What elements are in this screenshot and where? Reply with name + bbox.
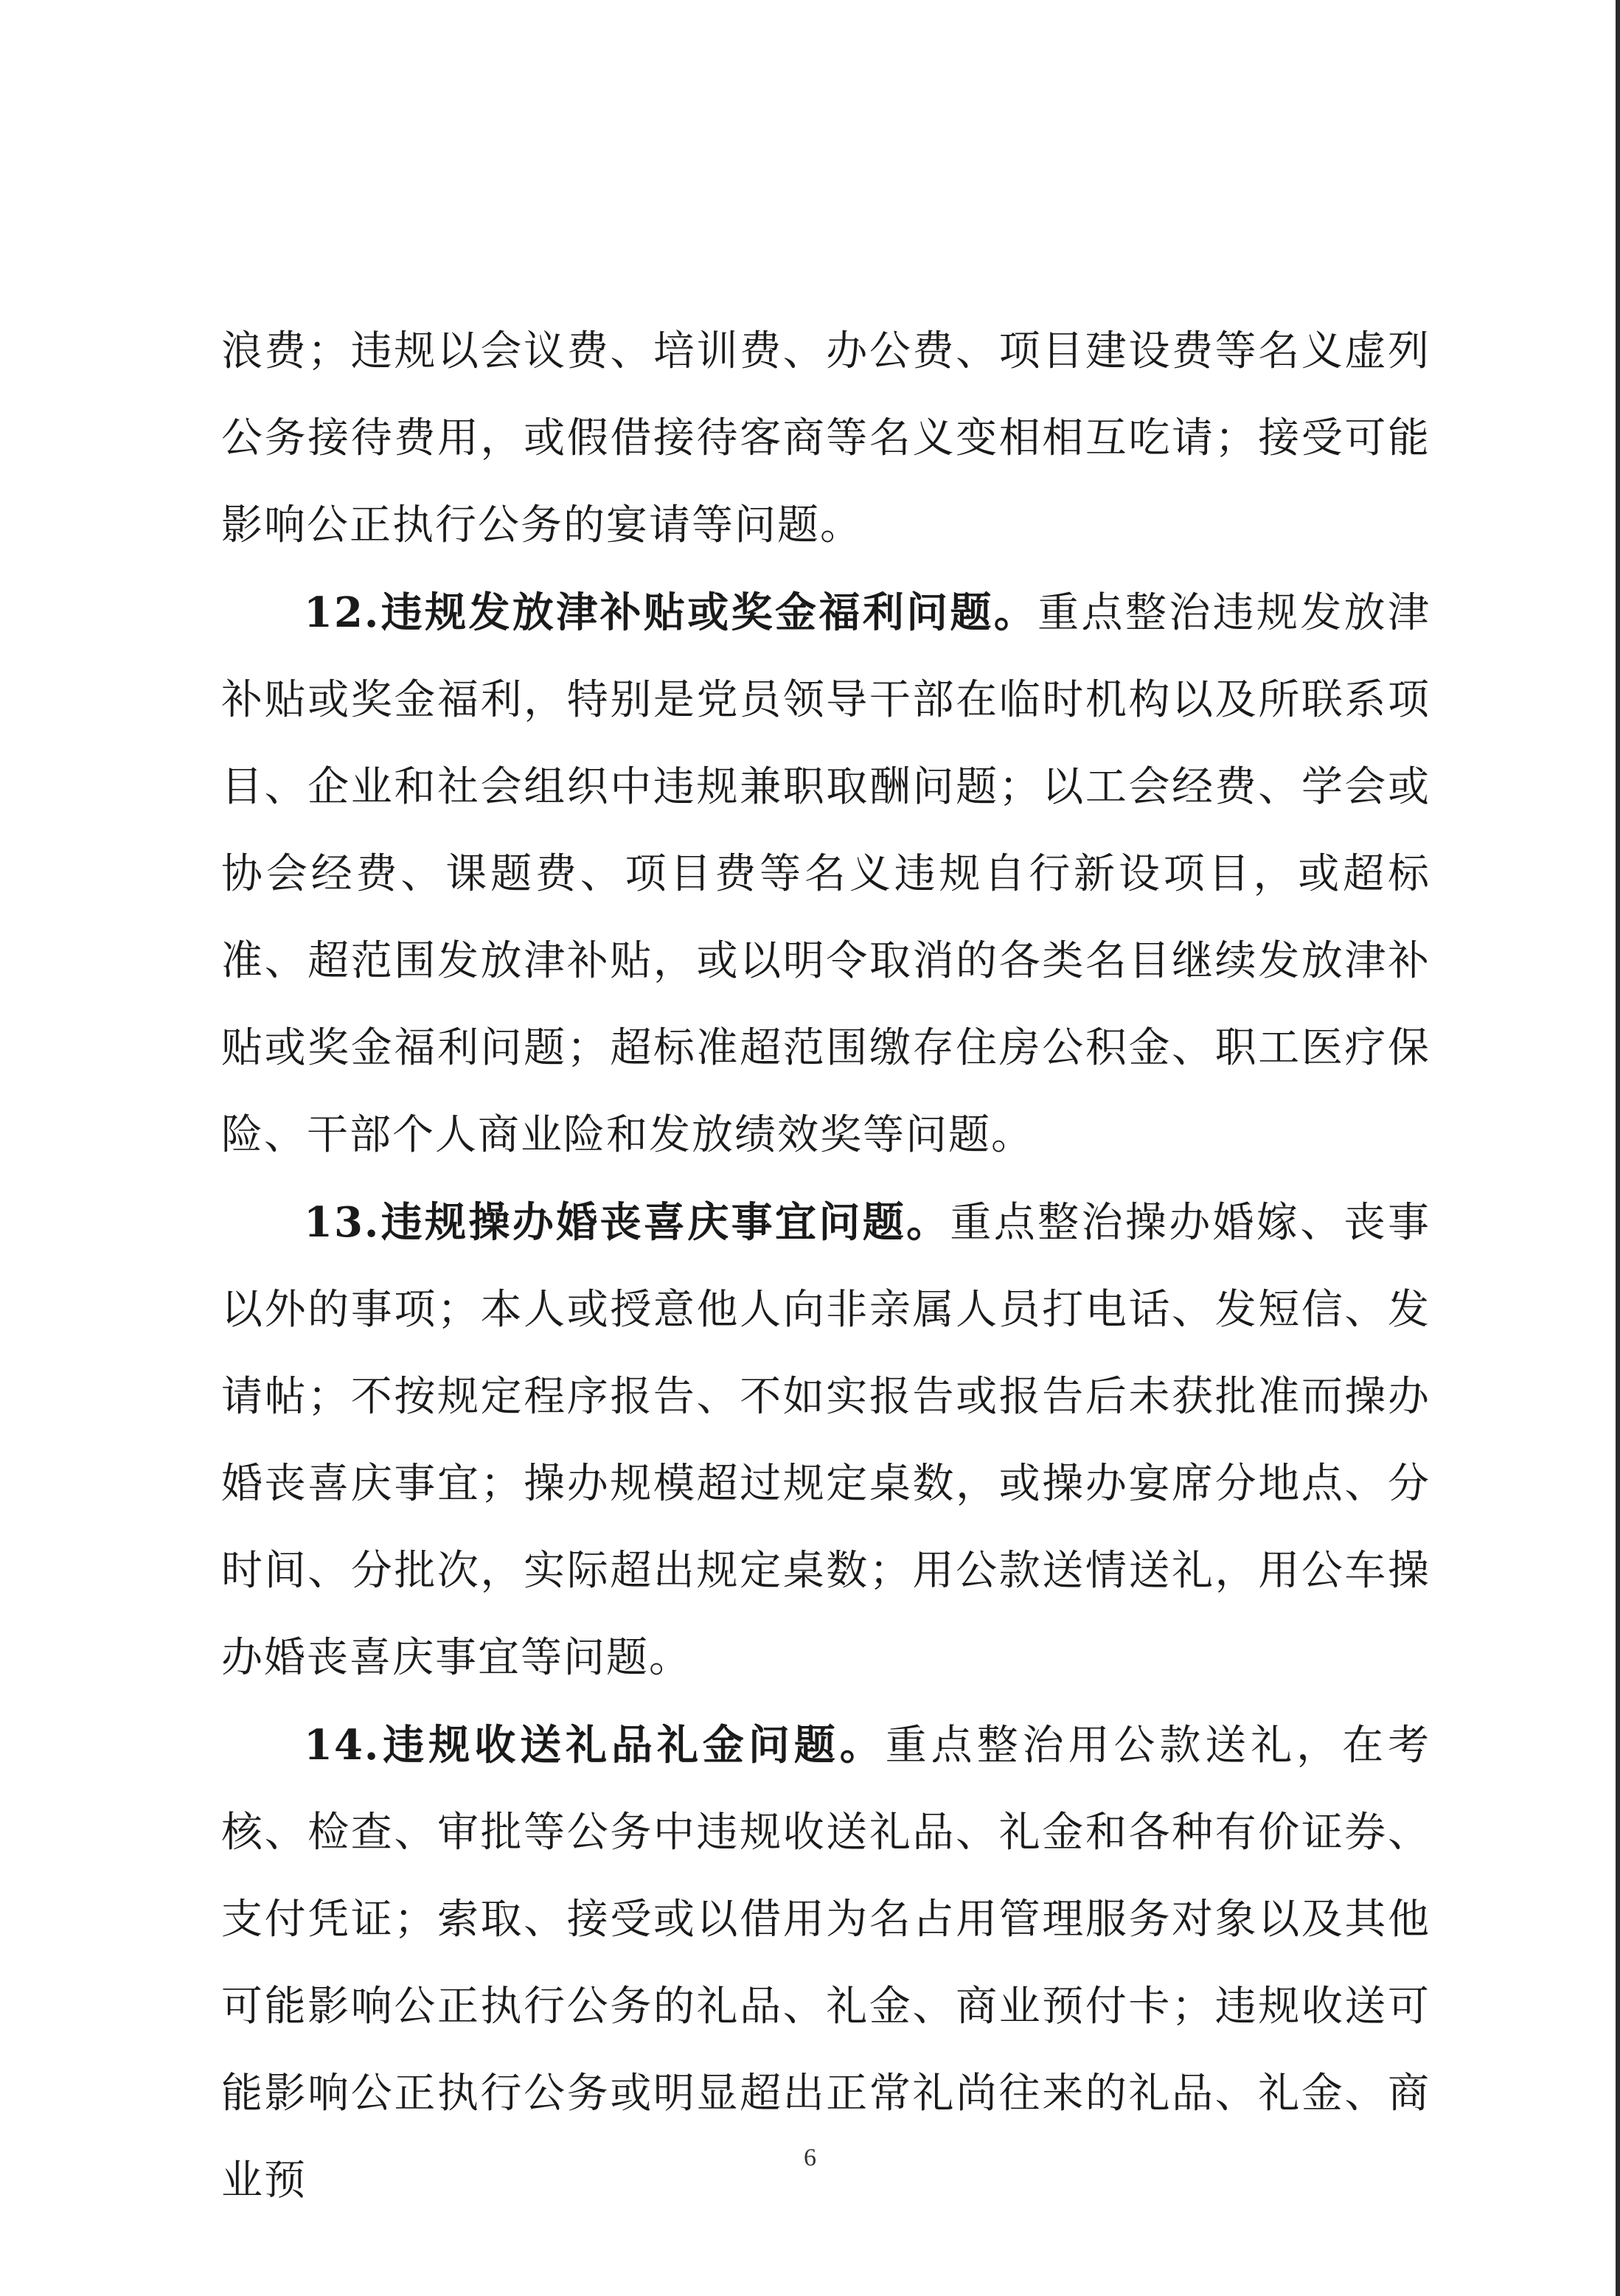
item-title: 14.违规收送礼品礼金问题。 (304, 1721, 886, 1770)
item-title: 12.违规发放津补贴或奖金福利问题。 (304, 588, 1038, 637)
paragraph-body: 浪费；违规以会议费、培训费、办公费、项目建设费等名义虚列公务接待费用，或假借接待客商等名义变相相互吃请；接受可能影响公正执行公务的宴请等问题。 (221, 327, 1430, 549)
paragraph-body: 重点整治违规发放津补贴或奖金福利，特别是党员领导干部在临时机构以及所联系项目、企业和社会组织中违规兼职取酬问题；以工会经费、学会或协会经费、课题费、项目费等名义违规自行新设项目，或超标准、超范围发放津补贴，或以明令取消的各类名目继续发放津补贴或奖金福利问题；超标准超范围缴存住房公积金、职工医疗保险、干部个人商业险和发放绩效奖等问题。 (221, 589, 1430, 1159)
paragraph-item-13 (221, 1179, 1430, 1702)
page-number: 6 (804, 2144, 816, 2171)
scan-edge-border (1616, 0, 1620, 2296)
paragraph-body: 重点整治用公款送礼，在考核、检查、审批等公务中违规收送礼品、礼金和各种有价证券、支付凭证；索取、接受或以借用为名占用管理服务对象以及其他可能影响公正执行公务的礼品、礼金、商业预付卡；违规收送可能影响公正执行公务或明显超出正常礼尚往来的礼品、礼金、商业预 (221, 1722, 1430, 2205)
paragraph-body: 重点整治操办婚嫁、丧事以外的事项；本人或授意他人向非亲属人员打电话、发短信、发请帖；不按规定程序报告、不如实报告或报告后未获批准而操办婚丧喜庆事宜；操办规模超过规定桌数，或操办宴席分地点、分时间、分批次，实际超出规定桌数；用公款送情送礼，用公车操办婚丧喜庆事宜等问题。 (221, 1199, 1430, 1682)
paragraph-continued (221, 308, 1430, 569)
paragraph-item-12 (221, 569, 1430, 1179)
item-title: 13.违规操办婚丧喜庆事宜问题。 (304, 1198, 950, 1247)
document-body (221, 308, 1430, 2224)
